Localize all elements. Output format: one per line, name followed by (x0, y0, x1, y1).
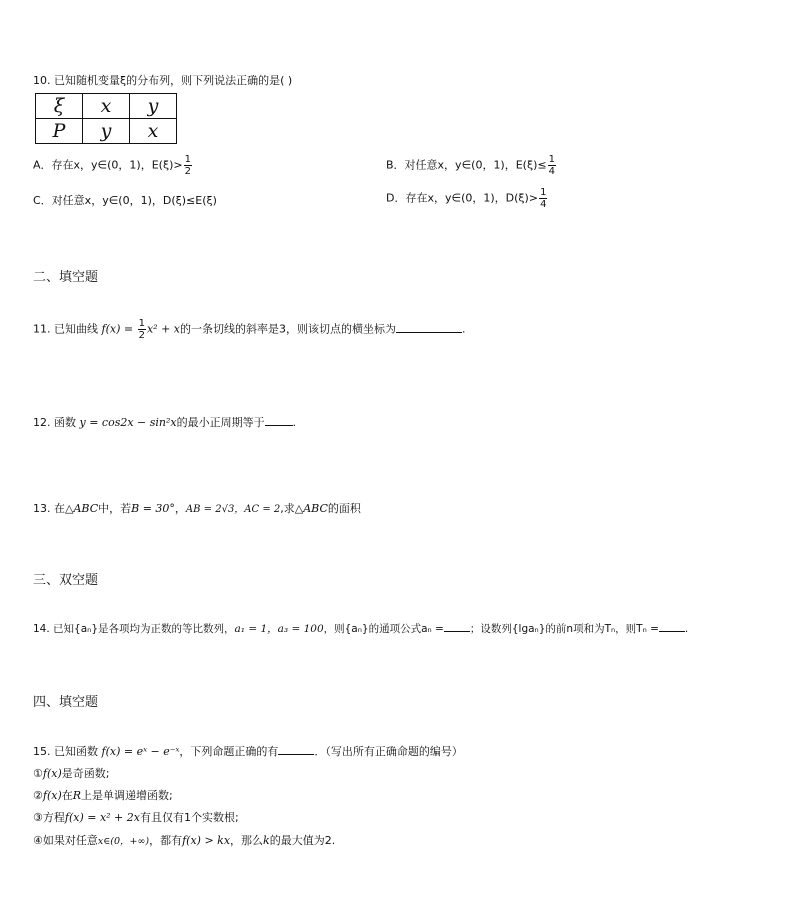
q15-prefix: 15. 已知函数 (33, 745, 98, 758)
denominator: 2 (184, 166, 191, 177)
option-text: A．存在x，y∈(0，1)，E(ξ)> (33, 158, 183, 172)
q11-end: . (461, 322, 466, 336)
q15-end: ．（写出所有正确命题的编号） (314, 745, 463, 758)
list-item (33, 832, 335, 848)
option-text: D．存在x，y∈(0，1)，D(ξ)> (386, 191, 539, 205)
q10-option-d (386, 187, 548, 210)
q10-option-a (33, 154, 193, 177)
q13-suffix: 的面积 (327, 502, 361, 515)
q13-triangle-2: △ABC (294, 502, 328, 515)
q13-sides: AB = 2√3，AC = 2 (185, 504, 281, 515)
q13-mid3: ,求 (280, 502, 295, 515)
q14-cond: a₁ = 1，a₃ = 100 (234, 623, 324, 635)
numerator: 1 (184, 154, 191, 165)
q10-stem: 10. 已知随机变量ξ的分布列，则下列说法正确的是( ) (33, 74, 293, 87)
answer-blank[interactable] (444, 622, 470, 632)
table-row (36, 119, 177, 144)
q15-stem (33, 743, 463, 759)
q12-expr: y = cos2x − sin²x (79, 416, 177, 429)
item-text: 有且仅有1个实数根; (139, 811, 239, 824)
table-cell: y (130, 94, 177, 119)
table-cell: x (83, 94, 130, 119)
item-expr: f(x) > kx (182, 834, 231, 847)
item-text: 的最大值为2. (269, 834, 336, 847)
q12-end: . (292, 416, 297, 429)
item-expr: f(x) (42, 767, 62, 780)
item-text: 上是单调递增函数; (81, 789, 173, 802)
q14-mid: ，则{aₙ}的通项公式aₙ = (323, 623, 444, 635)
q12-suffix: 的最小正周期等于 (176, 416, 265, 429)
numerator: 1 (138, 318, 145, 329)
fraction (548, 154, 556, 177)
q11-func: f(x) = (101, 322, 137, 336)
section-heading: 三、双空题 (33, 573, 99, 588)
table-row (36, 94, 177, 119)
q13-mid2: ， (174, 502, 186, 515)
list-item (33, 787, 173, 803)
item-mark: ④如果对任意 (33, 834, 98, 847)
item-text: 是奇函数; (61, 767, 110, 780)
q11 (33, 318, 465, 341)
q13-triangle: △ABC (65, 502, 99, 515)
item-mid: ，那么 (230, 834, 264, 847)
denominator: 4 (540, 199, 547, 210)
fraction (138, 318, 146, 341)
table-cell: x (130, 119, 177, 144)
q14-mid2: ；设数列{lgaₙ}的前n项和为Tₙ，则Tₙ = (469, 623, 659, 635)
denominator: 4 (548, 166, 555, 177)
answer-blank[interactable] (396, 323, 462, 333)
answer-blank[interactable] (659, 622, 685, 632)
numerator: 1 (548, 154, 555, 165)
denominator: 2 (138, 330, 145, 341)
q10-option-c (33, 192, 217, 208)
item-expr: k (263, 834, 270, 847)
q11-prefix: 11. 已知曲线 (33, 322, 98, 336)
numerator: 1 (540, 187, 547, 198)
q14-prefix: 14. 已知{aₙ}是各项均为正数的等比数列， (33, 623, 235, 635)
option-text: C．对任意x，y∈(0，1)，D(ξ)≤E(ξ) (33, 194, 217, 207)
q12-prefix: 12. 函数 (33, 416, 76, 429)
section-heading: 四、填空题 (33, 695, 99, 710)
q11-suffix: 的一条切线的斜率是3，则该切点的横坐标为 (179, 322, 396, 336)
item-mark: ③方程 (33, 811, 65, 824)
item-expr: f(x) (42, 789, 62, 802)
q11-rest: x² + x (146, 322, 180, 336)
answer-blank[interactable] (278, 745, 314, 755)
item-expr: f(x) = x² + 2x (64, 811, 140, 824)
q14 (33, 621, 688, 636)
item-expr: x∈(0，+∞) (97, 836, 150, 847)
option-text: B．对任意x，y∈(0，1)，E(ξ)≤ (386, 158, 547, 172)
list-item (33, 809, 239, 825)
q12 (33, 414, 296, 430)
fraction (184, 154, 192, 177)
q13-prefix: 13. 在 (33, 502, 65, 515)
table-cell: P (36, 119, 83, 144)
answer-blank[interactable] (265, 416, 293, 426)
section-heading: 二、填空题 (33, 270, 99, 285)
q10-option-b (386, 154, 557, 177)
list-item (33, 765, 109, 781)
table-cell: ξ (36, 94, 83, 119)
q15-func: f(x) = eˣ − e⁻ˣ (101, 745, 180, 758)
item-mid: 在 (61, 789, 73, 802)
table-cell: y (83, 119, 130, 144)
distribution-table (35, 93, 177, 144)
item-mid: ，都有 (149, 834, 183, 847)
fraction (539, 187, 547, 210)
item-mark: ① (33, 767, 43, 780)
q15-suffix: ，下列命题正确的有 (179, 745, 279, 758)
q14-end: . (684, 623, 689, 635)
item-expr: R (72, 789, 82, 802)
q13-mid1: 中，若 (98, 502, 132, 515)
q13 (33, 500, 361, 516)
item-mark: ② (33, 789, 43, 802)
q13-angle: B = 30° (131, 502, 175, 515)
